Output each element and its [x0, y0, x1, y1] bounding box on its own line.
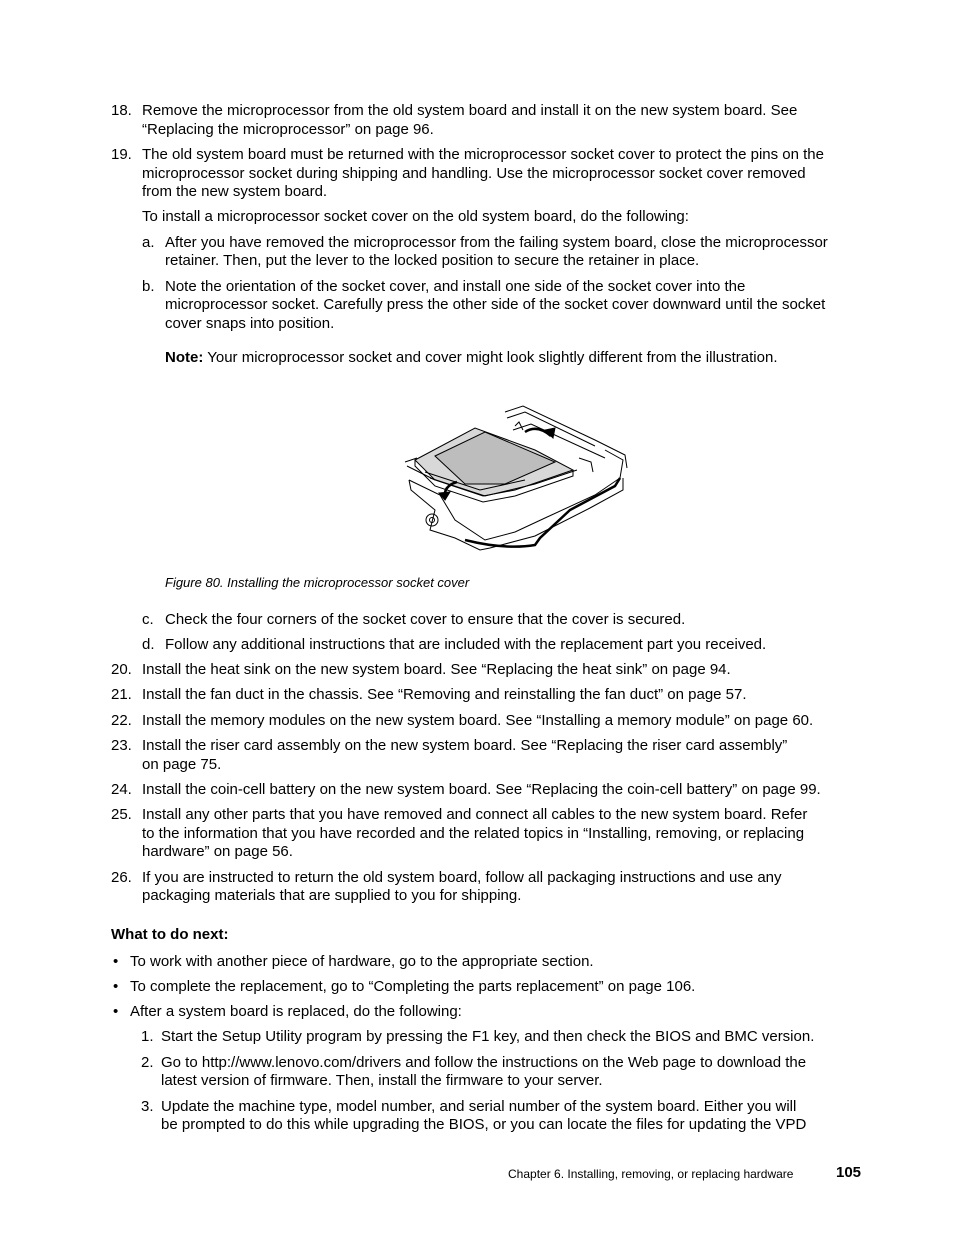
figure-caption: [165, 575, 469, 591]
bullet-text: To work with another piece of hardware, go to the appropriate section.: [130, 953, 594, 970]
step-number: 25.: [111, 806, 132, 823]
step-text: microprocessor socket during shipping and handling. Use the microprocessor socket cover removed: [142, 165, 806, 182]
step-text: If you are instructed to return the old system board, follow all packaging instructions and use any: [142, 869, 782, 886]
list-number: 1.: [141, 1028, 154, 1045]
section-heading: What to do next:: [111, 926, 229, 943]
substep-text: After you have removed the microprocessor from the failing system board, close the microprocessor: [165, 234, 828, 251]
footer-chapter: Chapter 6. Installing, removing, or replacing hardware: [508, 1167, 794, 1181]
step-text: The old system board must be returned with the microprocessor socket cover to protect the pins on the: [142, 146, 824, 163]
bullet-text: To complete the replacement, go to “Completing the parts replacement” on page 106.: [130, 978, 696, 995]
figure-caption-text: Installing the microprocessor socket cover: [223, 575, 470, 590]
note: [165, 349, 777, 368]
bullet: •: [113, 978, 119, 995]
substep-text: Check the four corners of the socket cover to ensure that the cover is secured.: [165, 611, 686, 628]
intro-text: To install a microprocessor socket cover on the old system board, do the following:: [142, 208, 689, 225]
substep-text: retainer. Then, put the lever to the locked position to secure the retainer in place.: [165, 252, 700, 269]
step-number: 20.: [111, 661, 132, 678]
substep-label: c.: [142, 611, 154, 628]
step-text: Remove the microprocessor from the old system board and install it on the new system board. See: [142, 102, 798, 119]
step-number: 23.: [111, 737, 132, 754]
step-text: packaging materials that are supplied to you for shipping.: [142, 887, 522, 904]
substep-text: Follow any additional instructions that are included with the replacement part you received.: [165, 636, 767, 653]
bullet: •: [113, 1003, 119, 1020]
list-number: 3.: [141, 1098, 154, 1115]
substep-text: microprocessor socket. Carefully press the other side of the socket cover downward until the socket: [165, 296, 826, 313]
step-number: 22.: [111, 712, 132, 729]
figure-label: Figure 80.: [165, 575, 224, 590]
step-text: to the information that you have recorded and the related topics in “Installing, removing, or replacing: [142, 825, 805, 842]
step-number: 21.: [111, 686, 132, 703]
substep-label: b.: [142, 278, 155, 295]
step-text: Install the memory modules on the new system board. See “Installing a memory module” on page 60.: [142, 712, 814, 729]
step-text: Install any other parts that you have removed and connect all cables to the new system board. Refer: [142, 806, 808, 823]
list-text: Start the Setup Utility program by pressing the F1 key, and then check the BIOS and BMC version.: [161, 1028, 815, 1045]
socket-cover-illustration: [395, 400, 635, 560]
step-text: Install the fan duct in the chassis. See “Removing and reinstalling the fan duct” on page 57.: [142, 686, 747, 703]
step-text: Install the riser card assembly on the new system board. See “Replacing the riser card assembly”: [142, 737, 788, 754]
step-text: Install the coin-cell battery on the new system board. See “Replacing the coin-cell battery” on page 99.: [142, 781, 821, 798]
step-number: 26.: [111, 869, 132, 886]
page-number: 105: [836, 1164, 862, 1181]
substep-text: cover snaps into position.: [165, 315, 335, 332]
list-text: latest version of firmware. Then, install the firmware to your server.: [161, 1072, 603, 1089]
step-number: 18.: [111, 102, 132, 119]
list-text: Update the machine type, model number, and serial number of the system board. Either you will: [161, 1098, 797, 1115]
step-text: from the new system board.: [142, 183, 328, 200]
step-text: “Replacing the microprocessor” on page 96.: [142, 121, 434, 138]
step-text: Install the heat sink on the new system board. See “Replacing the heat sink” on page 94.: [142, 661, 731, 678]
bullet: •: [113, 953, 119, 970]
step-text: on page 75.: [142, 756, 222, 773]
substep-text: Note the orientation of the socket cover, and install one side of the socket cover into the: [165, 278, 746, 295]
step-text: hardware” on page 56.: [142, 843, 293, 860]
substep-label: d.: [142, 636, 155, 653]
step-number: 19.: [111, 146, 132, 163]
list-text: be prompted to do this while upgrading the BIOS, or you can locate the files for updating the VPD: [161, 1116, 807, 1133]
step-number: 24.: [111, 781, 132, 798]
note-text: Your microprocessor socket and cover might look slightly different from the illustration.: [203, 349, 778, 366]
list-text: Go to http://www.lenovo.com/drivers and follow the instructions on the Web page to download the: [161, 1054, 807, 1071]
note-label: Note:: [165, 349, 204, 366]
substep-label: a.: [142, 234, 155, 251]
bullet-text: After a system board is replaced, do the following:: [130, 1003, 462, 1020]
list-number: 2.: [141, 1054, 154, 1071]
